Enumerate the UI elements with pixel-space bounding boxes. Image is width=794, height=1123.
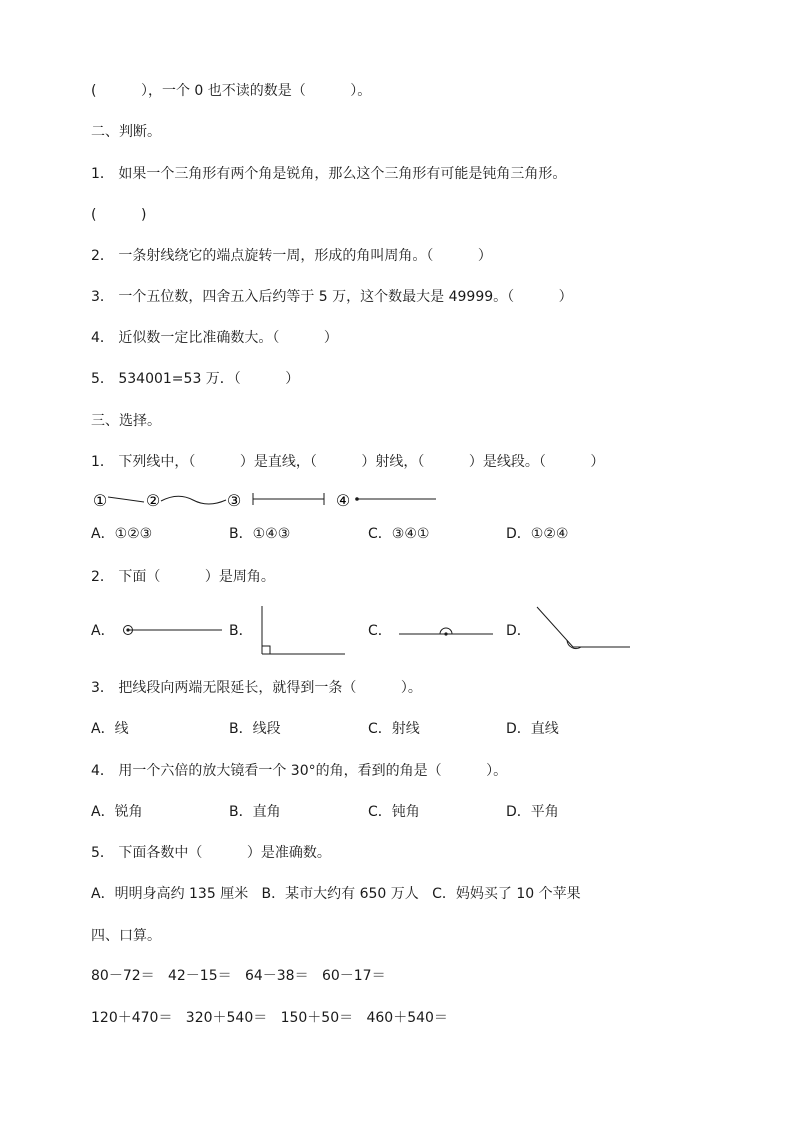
judge-answer-blank-1: ( ) [91, 207, 147, 223]
mark-1: ① [92, 491, 108, 510]
angle-figure-d [534, 604, 634, 652]
q3-option-d[interactable]: D．直线 [506, 721, 559, 737]
choice-question-4: 4． 用一个六倍的放大镜看一个 30°的角，看到的角是（ ）。 [91, 763, 508, 779]
mark-3: ③ [226, 491, 242, 510]
judge-question-2: 2． 一条射线绕它的端点旋转一周，形成的角叫周角。（ ） [91, 248, 492, 264]
choice-question-5: 5． 下面各数中（ ）是准确数。 [91, 845, 331, 861]
q4-option-d[interactable]: D．平角 [506, 804, 559, 820]
q1-option-d[interactable]: D．①②④ [506, 526, 569, 542]
judge-question-5: 5． 534001=53 万．（ ） [91, 371, 300, 387]
judge-question-1: 1． 如果一个三角形有两个角是锐角，那么这个三角形有可能是钝角三角形。 [91, 166, 567, 182]
q3-option-b[interactable]: B．线段 [229, 721, 281, 737]
curve-line-1 [108, 497, 144, 502]
oral-calc-row-1: 80－72＝ 42－15＝ 64－38＝ 60－17＝ [91, 968, 386, 984]
q3-option-c[interactable]: C．射线 [368, 721, 420, 737]
judge-question-4: 4． 近似数一定比准确数大。（ ） [91, 330, 338, 346]
line-types-figure [88, 486, 448, 514]
q2-option-b-label[interactable]: B． [229, 623, 253, 639]
choice-question-1: 1． 下列线中，（ ）是直线，（ ）射线，（ ）是线段。（ ） [91, 454, 605, 470]
q4-option-b[interactable]: B．直角 [229, 804, 281, 820]
choice-question-2: 2． 下面（ ）是周角。 [91, 569, 275, 585]
q3-option-a[interactable]: A．线 [91, 721, 129, 737]
q2-option-c-label[interactable]: C． [368, 623, 392, 639]
angle-figure-b [255, 604, 350, 658]
q4-option-c[interactable]: C．钝角 [368, 804, 420, 820]
q5-options[interactable]: A．明明身高约 135 厘米 B．某市大约有 650 万人 C．妈妈买了 10 个苹果 [91, 886, 581, 902]
section-heading-judge: 二、判断。 [91, 124, 161, 140]
q4-option-a[interactable]: A．锐角 [91, 804, 143, 820]
curve-line-2 [161, 496, 226, 504]
q2-option-d-label[interactable]: D． [506, 623, 531, 639]
angle-figure-c [397, 624, 497, 640]
mark-4: ④ [335, 491, 351, 510]
judge-question-3: 3． 一个五位数，四舍五入后约等于 5 万，这个数最大是 49999。（ ） [91, 289, 573, 305]
q2-option-a-label[interactable]: A． [91, 623, 115, 639]
oral-calc-row-2: 120＋470＝ 320＋540＝ 150＋50＝ 460＋540＝ [91, 1010, 448, 1026]
q1-option-c[interactable]: C．③④① [368, 526, 430, 542]
mark-2: ② [145, 491, 161, 510]
q1-option-b[interactable]: B．①④③ [229, 526, 291, 542]
section-heading-choice: 三、选择。 [91, 413, 161, 429]
fill-blank-line: ( ），一个 0 也不读的数是（ ）。 [91, 83, 372, 99]
section-heading-oral: 四、口算。 [91, 928, 161, 944]
choice-question-3: 3． 把线段向两端无限延长，就得到一条（ ）。 [91, 680, 422, 696]
q1-option-a[interactable]: A．①②③ [91, 526, 153, 542]
angle-figure-a [118, 618, 228, 642]
